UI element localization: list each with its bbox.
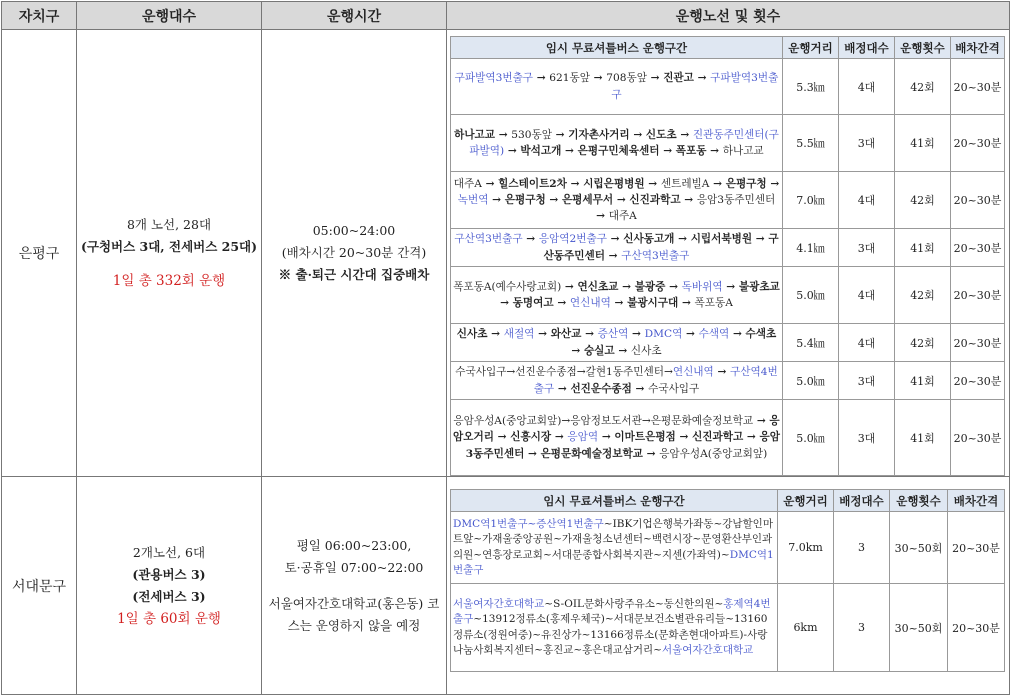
route-path [451, 229, 783, 267]
route-segment: ~13912정류소(홍제우체국)~서대문보건소별관유리들~13160정류소(정원여중)~유진상가~13166정류소(문화촌현대아파트)-사랑나눔사회복지센터~홍진교~홍은대교삼거리~ [453, 613, 768, 656]
eunpyeong-daily-total: 1일 총 332회 운행 [112, 273, 226, 289]
route-segment: → [613, 193, 630, 206]
route-row [451, 115, 1005, 172]
route-segment: → [598, 431, 615, 444]
route-run-count: 42회 [895, 172, 951, 229]
route-segment: 수국사입구→선진운수종점→갈현1동주민센터→ [455, 366, 673, 379]
route-segment: → [629, 128, 646, 141]
subheader-buses: 배정대수 [834, 490, 890, 512]
subheader-route: 임시 무료셔틀버스 운행구간 [451, 37, 783, 59]
route-segment: 응암3동주민센터 [696, 193, 776, 206]
route-distance: 5.5㎞ [783, 115, 839, 172]
route-segment: 폭포동 [675, 145, 707, 157]
subheader-route: 임시 무료셔틀버스 운행구간 [451, 490, 778, 512]
route-row [451, 362, 1005, 400]
route-segment: 연신초교 [577, 280, 619, 293]
route-segment: 박석고개 [520, 145, 562, 157]
seodaemun-hours [262, 477, 447, 695]
route-station-highlight: 구산역4번출구 [533, 366, 778, 395]
route-segment: 와산교 [550, 328, 582, 341]
seodaemun-weekday-hours: 평일 06:00~23:00, [296, 537, 412, 553]
route-segment: 숭실고 [583, 344, 615, 357]
route-station-highlight: 응암역 [567, 431, 599, 444]
route-segment: 은평구민체육센터 [577, 145, 660, 157]
route-station-highlight: 연신내역 [569, 297, 611, 309]
subheader-runs: 운행횟수 [890, 490, 948, 512]
route-segment: 신도초 [645, 128, 677, 141]
route-segment: → [676, 128, 693, 141]
route-segment: → [614, 344, 631, 357]
route-segment: → [646, 72, 664, 85]
route-segment: ~IBK기업은행북가좌동~강남할인마트앞~가재울중앙공원~가재울청소년센터~백련시장~문영환산부인과의원~연흥장로교회~서대문종합사회복지관~지센(가좌역)~ [453, 517, 773, 561]
route-segment: 신흥시장 [510, 431, 552, 444]
route-interval: 20~30분 [951, 229, 1005, 267]
route-distance: 7.0㎞ [783, 172, 839, 229]
route-row [451, 267, 1005, 324]
seodaemun-gov-buses: (관용버스 3) [132, 566, 206, 582]
route-interval: 20~30분 [951, 267, 1005, 324]
route-segment: 은평구청 [725, 177, 767, 190]
route-segment: → [561, 145, 578, 157]
route-run-count: 41회 [895, 400, 951, 476]
route-segment: 대주A [453, 177, 482, 190]
eunpyeong-hours [262, 30, 447, 477]
route-row [451, 229, 1005, 267]
route-run-count: 42회 [895, 59, 951, 115]
route-run-count: 41회 [895, 115, 951, 172]
route-interval: 20~30분 [948, 584, 1005, 672]
route-segment: 신사동고개 [623, 233, 675, 246]
route-segment: → [554, 382, 571, 395]
header-operating-hours: 운행시간 [262, 2, 447, 30]
route-segment: → [561, 280, 578, 293]
route-run-count: 42회 [895, 267, 951, 324]
route-segment: → [743, 431, 760, 444]
route-distance: 5.0㎞ [783, 362, 839, 400]
route-run-count: 30~50회 [890, 512, 948, 584]
eunpyeong-routes-cell [447, 30, 1010, 477]
route-station-highlight: 독바위역 [681, 280, 723, 293]
route-segment: 수색초 [745, 328, 777, 341]
eunpyeong-bus-count: 8개 노선, 28대 [126, 217, 212, 232]
route-bus-count: 4대 [839, 267, 895, 324]
route-segment: → [581, 328, 598, 341]
subheader-interval: 배차간격 [951, 37, 1005, 59]
route-segment: 동명여고 [512, 297, 554, 309]
route-segment: 응암우성A(중앙교회앞) [659, 447, 768, 460]
route-segment: 구산동주민센터 [543, 233, 779, 262]
route-segment: 불광시구대 [627, 297, 679, 309]
route-segment: 센트레빌A [660, 177, 710, 190]
route-bus-count: 3 [834, 584, 890, 672]
route-segment: → [522, 233, 539, 246]
route-station-highlight: 구파발역3번출구 [454, 72, 534, 85]
route-path [451, 172, 783, 229]
seodaemun-routes-cell [447, 477, 1010, 695]
route-station-highlight: DMC역1번출구 [453, 548, 774, 576]
route-segment: → [713, 366, 731, 379]
route-bus-count: 3대 [839, 362, 895, 400]
seodaemun-daily-total: 1일 총 60회 운행 [117, 610, 221, 627]
route-distance: 5.0㎞ [783, 267, 839, 324]
route-interval: 20~30분 [951, 362, 1005, 400]
seodaemun-bus-info [77, 477, 262, 695]
subheader-runs: 운행횟수 [895, 37, 951, 59]
route-segment: → [571, 344, 584, 357]
route-distance: 5.3㎞ [783, 59, 839, 115]
route-row [451, 400, 1005, 476]
route-segment: → [709, 177, 726, 190]
route-interval: 20~30분 [951, 172, 1005, 229]
route-station-highlight: 연신내역 [672, 366, 714, 379]
route-segment: → [665, 280, 682, 293]
route-segment: 선진운수종점 [570, 382, 632, 395]
route-segment: 이마트은평점 [614, 431, 676, 444]
seodaemun-routes-table [450, 489, 1005, 672]
route-station-highlight: 구산역3번출구 [621, 249, 690, 262]
header-district: 자치구 [2, 2, 77, 30]
route-station-highlight: 녹번역 [457, 193, 489, 206]
route-segment: 폭포동A(예수사랑교회) [453, 280, 562, 293]
route-segment: → [604, 249, 622, 262]
route-segment: → [752, 233, 769, 246]
route-run-count: 41회 [895, 362, 951, 400]
route-run-count: 41회 [895, 229, 951, 267]
route-station-highlight: 수색역 [698, 328, 730, 341]
route-segment: 530동앞 [511, 128, 552, 141]
route-segment: 시립서북병원 [690, 233, 753, 246]
route-segment: 진관고 [663, 72, 694, 85]
route-segment: ~S-OIL문화사랑주유소~동신한의원~ [544, 597, 724, 610]
route-segment: 708동앞 [606, 72, 647, 85]
route-interval: 20~30분 [951, 400, 1005, 476]
seodaemun-hours-note: 서울여자간호대학교(홍은동) 코스는 운영하지 않을 예정 [268, 595, 440, 633]
route-segment: → [766, 177, 780, 190]
route-station-highlight: 홍제역4번출구 [453, 597, 771, 626]
route-path [451, 362, 783, 400]
route-run-count: 30~50회 [890, 584, 948, 672]
route-station-highlight: 새절역 [503, 328, 535, 341]
eunpyeong-hours-range: 05:00~24:00 [312, 223, 396, 238]
route-station-highlight: DMC역1번출구~증산역1번출구 [453, 517, 604, 530]
route-path [451, 400, 783, 476]
route-distance: 5.4㎞ [783, 324, 839, 362]
route-row [451, 59, 1005, 115]
route-segment: → [534, 328, 551, 341]
route-segment: 불광초교 [738, 280, 780, 293]
subheader-interval: 배차간격 [948, 490, 1005, 512]
route-segment: → [659, 145, 676, 157]
route-station-highlight: 서울여자간호대학교 [453, 597, 545, 610]
route-segment: → [729, 328, 746, 341]
route-segment: → [589, 72, 607, 85]
route-segment: 하나고교 [454, 128, 496, 141]
route-path [451, 267, 783, 324]
route-row [451, 512, 1005, 584]
route-segment: → [628, 328, 645, 341]
route-segment: → [493, 431, 511, 444]
route-bus-count: 4대 [839, 324, 895, 362]
route-station-highlight: 구산역3번출구 [454, 233, 523, 246]
route-segment: 신사초 [456, 328, 488, 341]
route-segment: → [488, 193, 505, 206]
route-distance: 7.0km [778, 512, 834, 584]
route-segment: 시립은평병원 [583, 177, 645, 190]
route-interval: 20~30분 [951, 115, 1005, 172]
route-bus-count: 4대 [839, 59, 895, 115]
route-segment: 힐스테이트2차 [498, 177, 567, 190]
route-station-highlight: DMC역 [644, 328, 683, 341]
route-interval: 20~30분 [951, 59, 1005, 115]
route-segment: → [642, 447, 660, 460]
route-segment: → [545, 193, 562, 206]
route-row [451, 584, 1005, 672]
seodaemun-weekend-hours: 토·공휴일 07:00~22:00 [284, 559, 424, 575]
eunpyeong-bus-info [77, 30, 262, 477]
route-segment: 응암3동주민센터 [465, 431, 780, 460]
route-segment: → [551, 431, 568, 444]
route-path [451, 584, 778, 672]
route-distance: 4.1㎞ [783, 229, 839, 267]
seodaemun-charter-buses: (전세버스 3) [132, 588, 206, 604]
route-segment: 하나고교 [722, 145, 764, 157]
eunpyeong-hours-interval: (배차시간 20~30분 간격) [281, 245, 427, 260]
route-segment: 은평세무서 [561, 193, 614, 206]
route-segment: → [481, 177, 499, 190]
route-row [451, 172, 1005, 229]
eunpyeong-routes-table [450, 36, 1005, 476]
route-path [451, 512, 778, 584]
route-segment: → [678, 297, 695, 309]
route-distance: 6km [778, 584, 834, 672]
shuttle-bus-table [1, 1, 1010, 695]
route-segment: 불광중 [634, 280, 666, 293]
route-segment: 신진과학고 [692, 431, 744, 444]
route-station-highlight: 서울여자간호대학교 [661, 643, 754, 656]
route-segment: → [533, 72, 550, 85]
route-segment: → [551, 128, 569, 141]
seodaemun-bus-count: 2개노선, 6대 [132, 544, 206, 560]
route-segment: → [495, 128, 512, 141]
route-segment: 수국사입구 [648, 382, 700, 395]
route-segment: 621동앞 [549, 72, 590, 85]
route-segment: 대주A [608, 210, 637, 223]
route-segment: → [680, 193, 697, 206]
route-segment: → [682, 328, 699, 341]
route-segment: → [504, 145, 521, 157]
route-segment: → [606, 233, 624, 246]
route-segment: 기자촌사거리 [568, 128, 630, 141]
header-bus-count: 운행대수 [77, 2, 262, 30]
route-segment: → [487, 328, 504, 341]
route-path [451, 115, 783, 172]
route-segment: → [722, 280, 739, 293]
route-segment: → [675, 431, 693, 444]
route-bus-count: 3대 [839, 400, 895, 476]
subheader-buses: 배정대수 [839, 37, 895, 59]
route-path [451, 324, 783, 362]
route-run-count: 42회 [895, 324, 951, 362]
route-segment: 은평문화예술정보학교 [540, 447, 643, 460]
route-segment: → [610, 297, 628, 309]
route-distance: 5.0㎞ [783, 400, 839, 476]
route-segment: → [618, 280, 635, 293]
route-segment: → [706, 145, 723, 157]
route-segment: 신사초 [630, 344, 662, 357]
route-bus-count: 3대 [839, 229, 895, 267]
route-segment: → [553, 297, 570, 309]
route-interval: 20~30분 [948, 512, 1005, 584]
route-segment: → [596, 210, 609, 223]
route-bus-count: 3 [834, 512, 890, 584]
route-segment: 응암오거리 [453, 415, 780, 444]
route-segment: → [631, 382, 649, 395]
route-row [451, 324, 1005, 362]
subheader-distance: 운행거리 [783, 37, 839, 59]
route-bus-count: 4대 [839, 172, 895, 229]
route-bus-count: 3대 [839, 115, 895, 172]
route-station-highlight: 구파발역3번출구 [611, 72, 779, 101]
header-routes: 운행노선 및 횟수 [447, 2, 1010, 30]
eunpyeong-bus-breakdown: (구청버스 3대, 전세버스 25대) [80, 239, 258, 254]
route-segment: 응암우성A(중앙교회앞)→응암정보도서관→은평문화예술정보학교 [453, 415, 754, 428]
eunpyeong-hours-note: ※ 출·퇴근 시간대 집중배차 [278, 267, 430, 282]
route-segment: → [674, 233, 691, 246]
route-segment: → [753, 415, 770, 428]
route-station-highlight: 진관동주민센터(구파발역) [469, 128, 779, 157]
route-segment: → [566, 177, 584, 190]
district-seodaemun: 서대문구 [2, 477, 77, 695]
route-segment: → [644, 177, 661, 190]
route-station-highlight: 응암역2번출구 [538, 233, 607, 246]
route-segment: → [524, 447, 541, 460]
route-segment: 신진과학고 [629, 193, 681, 206]
route-path [451, 59, 783, 115]
route-segment: 폭포동A [694, 297, 733, 309]
subheader-distance: 운행거리 [778, 490, 834, 512]
route-interval: 20~30분 [951, 324, 1005, 362]
route-station-highlight: 증산역 [597, 328, 629, 341]
route-segment: → [693, 72, 711, 85]
district-eunpyeong: 은평구 [2, 30, 77, 477]
route-segment: → [500, 297, 513, 309]
route-segment: 은평구청 [504, 193, 546, 206]
